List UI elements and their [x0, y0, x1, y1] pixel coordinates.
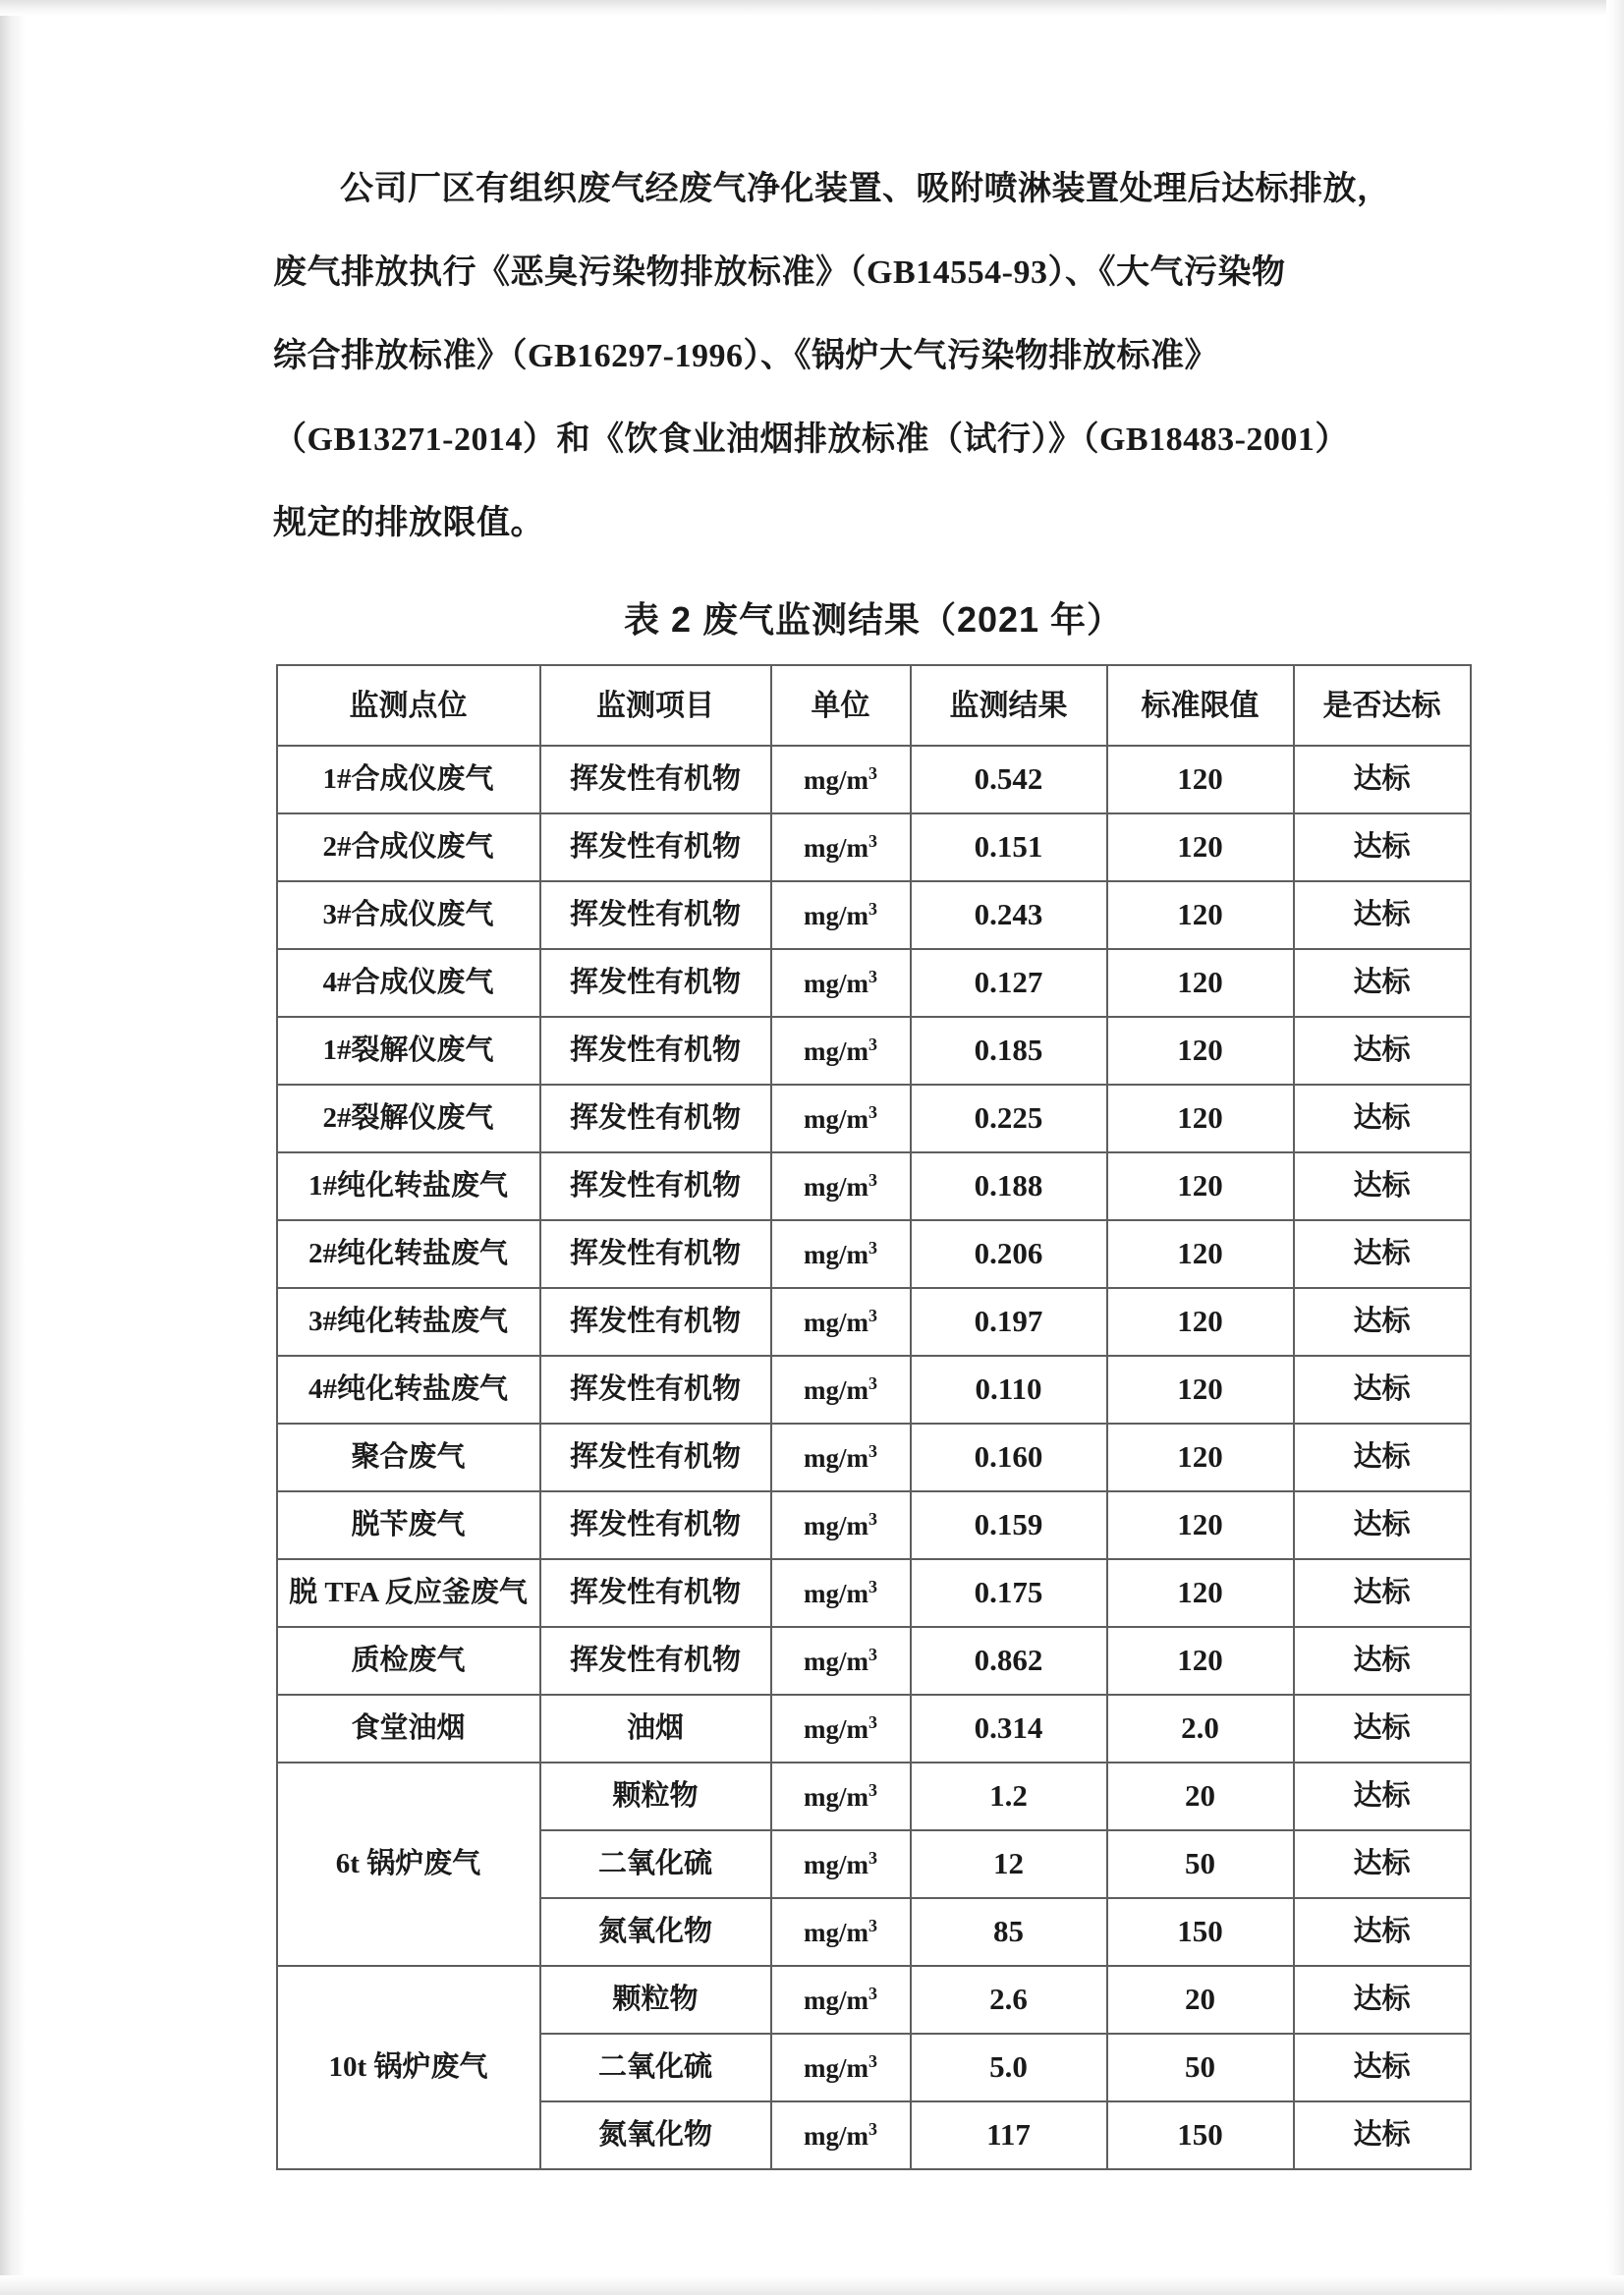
cell-monitoring-item: 颗粒物 — [540, 1763, 771, 1830]
cell-unit: $mg/m^3$ — [771, 1491, 911, 1559]
cell-unit: $mg/m^3$ — [771, 813, 911, 881]
table-header-row — [277, 665, 1471, 746]
cell-result: 117 — [911, 2101, 1107, 2169]
column-header-standard-limit: 标准限值 — [1107, 665, 1294, 746]
cell-monitoring-point: 2#纯化转盐废气 — [277, 1220, 540, 1288]
column-header-unit: 单位 — [771, 665, 911, 746]
cell-monitoring-item: 挥发性有机物 — [540, 1491, 771, 1559]
emissions-monitoring-table — [276, 664, 1472, 2170]
table-row — [277, 1152, 1471, 1220]
cell-monitoring-item: 二氧化硫 — [540, 1830, 771, 1898]
table-row — [277, 1491, 1471, 1559]
cell-monitoring-point: 1#合成仪废气 — [277, 746, 540, 813]
table-row — [277, 813, 1471, 881]
cell-unit: $mg/m^3$ — [771, 1763, 911, 1830]
cell-result: 0.225 — [911, 1085, 1107, 1152]
cell-compliance: 达标 — [1294, 1559, 1471, 1627]
cell-monitoring-item: 挥发性有机物 — [540, 1085, 771, 1152]
cell-result: 0.197 — [911, 1288, 1107, 1356]
cell-monitoring-item: 氮氧化物 — [540, 1898, 771, 1966]
cell-monitoring-point: 1#裂解仪废气 — [277, 1017, 540, 1085]
cell-standard-limit: 150 — [1107, 2101, 1294, 2169]
cell-monitoring-item: 挥发性有机物 — [540, 1220, 771, 1288]
cell-standard-limit: 120 — [1107, 1424, 1294, 1491]
table-caption: 表 2 废气监测结果（2021 年） — [623, 599, 1124, 640]
cell-result: 2.6 — [911, 1966, 1107, 2034]
cell-standard-limit: 50 — [1107, 2034, 1294, 2101]
cell-unit: $mg/m^3$ — [771, 1356, 911, 1424]
cell-unit: $mg/m^3$ — [771, 881, 911, 949]
cell-compliance: 达标 — [1294, 1085, 1471, 1152]
cell-unit: $mg/m^3$ — [771, 949, 911, 1017]
cell-compliance: 达标 — [1294, 1017, 1471, 1085]
cell-unit: $mg/m^3$ — [771, 1424, 911, 1491]
cell-compliance: 达标 — [1294, 1491, 1471, 1559]
cell-monitoring-item: 二氧化硫 — [540, 2034, 771, 2101]
cell-monitoring-point: 脱 TFA 反应釜废气 — [277, 1559, 540, 1627]
cell-unit: $mg/m^3$ — [771, 1017, 911, 1085]
cell-standard-limit: 120 — [1107, 1152, 1294, 1220]
cell-monitoring-item: 挥发性有机物 — [540, 1017, 771, 1085]
cell-result: 0.110 — [911, 1356, 1107, 1424]
cell-compliance: 达标 — [1294, 1356, 1471, 1424]
cell-result: 0.314 — [911, 1695, 1107, 1763]
cell-standard-limit: 120 — [1107, 1627, 1294, 1695]
cell-standard-limit: 120 — [1107, 1491, 1294, 1559]
cell-standard-limit: 120 — [1107, 1220, 1294, 1288]
table-row — [277, 1220, 1471, 1288]
column-header-monitoring-point: 监测点位 — [277, 665, 540, 746]
cell-monitoring-point: 质检废气 — [277, 1627, 540, 1695]
cell-standard-limit: 120 — [1107, 746, 1294, 813]
cell-monitoring-item: 挥发性有机物 — [540, 881, 771, 949]
cell-result: 0.542 — [911, 746, 1107, 813]
cell-monitoring-point: 2#合成仪废气 — [277, 813, 540, 881]
scan-edge-bottom — [0, 2275, 1624, 2295]
cell-compliance: 达标 — [1294, 1152, 1471, 1220]
cell-standard-limit: 120 — [1107, 1559, 1294, 1627]
cell-result: 85 — [911, 1898, 1107, 1966]
cell-standard-limit: 150 — [1107, 1898, 1294, 1966]
cell-monitoring-point: 3#合成仪废气 — [277, 881, 540, 949]
cell-monitoring-point: 6t 锅炉废气 — [277, 1763, 540, 1966]
cell-result: 0.175 — [911, 1559, 1107, 1627]
cell-monitoring-item: 挥发性有机物 — [540, 1424, 771, 1491]
cell-monitoring-point: 4#纯化转盐废气 — [277, 1356, 540, 1424]
cell-standard-limit: 120 — [1107, 881, 1294, 949]
cell-result: 0.206 — [911, 1220, 1107, 1288]
table-row — [277, 1763, 1471, 1830]
cell-compliance: 达标 — [1294, 746, 1471, 813]
cell-unit: $mg/m^3$ — [771, 2034, 911, 2101]
table-header — [277, 665, 1471, 746]
cell-standard-limit: 120 — [1107, 1017, 1294, 1085]
cell-compliance: 达标 — [1294, 1288, 1471, 1356]
paragraph-line-3: 综合排放标准》（GB16297-1996）、《锅炉大气污染物排放标准》 — [273, 338, 1218, 374]
cell-monitoring-item: 氮氧化物 — [540, 2101, 771, 2169]
table-row — [277, 1695, 1471, 1763]
cell-monitoring-item: 挥发性有机物 — [540, 746, 771, 813]
table-row — [277, 1356, 1471, 1424]
cell-compliance: 达标 — [1294, 1424, 1471, 1491]
cell-unit: $mg/m^3$ — [771, 746, 911, 813]
cell-unit: $mg/m^3$ — [771, 1085, 911, 1152]
cell-standard-limit: 120 — [1107, 1288, 1294, 1356]
cell-standard-limit: 120 — [1107, 949, 1294, 1017]
cell-compliance: 达标 — [1294, 1966, 1471, 2034]
cell-monitoring-item: 挥发性有机物 — [540, 1356, 771, 1424]
column-header-compliance: 是否达标 — [1294, 665, 1471, 746]
cell-unit: $mg/m^3$ — [771, 1966, 911, 2034]
body-paragraph — [273, 147, 1474, 565]
cell-monitoring-point: 聚合废气 — [277, 1424, 540, 1491]
table-body — [277, 746, 1471, 2169]
paragraph-line-4: （GB13271-2014）和《饮食业油烟排放标准（试行）》（GB18483-2001） — [273, 421, 1349, 458]
cell-monitoring-item: 油烟 — [540, 1695, 771, 1763]
table-row — [277, 746, 1471, 813]
cell-monitoring-point: 脱苄废气 — [277, 1491, 540, 1559]
table-row — [277, 1424, 1471, 1491]
cell-result: 0.185 — [911, 1017, 1107, 1085]
cell-result: 1.2 — [911, 1763, 1107, 1830]
table-row — [277, 1627, 1471, 1695]
cell-compliance: 达标 — [1294, 1898, 1471, 1966]
table-row — [277, 881, 1471, 949]
cell-standard-limit: 50 — [1107, 1830, 1294, 1898]
column-header-monitoring-item: 监测项目 — [540, 665, 771, 746]
cell-compliance: 达标 — [1294, 2101, 1471, 2169]
cell-monitoring-point: 2#裂解仪废气 — [277, 1085, 540, 1152]
table-row — [277, 1085, 1471, 1152]
cell-unit: $mg/m^3$ — [771, 1695, 911, 1763]
cell-monitoring-point: 10t 锅炉废气 — [277, 1966, 540, 2169]
cell-result: 0.243 — [911, 881, 1107, 949]
cell-unit: $mg/m^3$ — [771, 1898, 911, 1966]
cell-result: 0.188 — [911, 1152, 1107, 1220]
paragraph-line-1: 公司厂区有组织废气经废气净化装置、吸附喷淋装置处理后达标排放， — [340, 171, 1391, 207]
cell-monitoring-item: 挥发性有机物 — [540, 813, 771, 881]
cell-monitoring-point: 3#纯化转盐废气 — [277, 1288, 540, 1356]
paragraph-line-5: 规定的排放限值。 — [273, 505, 544, 541]
cell-standard-limit: 20 — [1107, 1966, 1294, 2034]
scan-edge-top — [0, 0, 1624, 16]
cell-result: 5.0 — [911, 2034, 1107, 2101]
cell-unit: $mg/m^3$ — [771, 1559, 911, 1627]
cell-standard-limit: 2.0 — [1107, 1695, 1294, 1763]
table-row — [277, 1288, 1471, 1356]
table-row — [277, 1966, 1471, 2034]
cell-monitoring-item: 挥发性有机物 — [540, 1152, 771, 1220]
cell-compliance: 达标 — [1294, 881, 1471, 949]
cell-compliance: 达标 — [1294, 813, 1471, 881]
cell-monitoring-item: 挥发性有机物 — [540, 949, 771, 1017]
cell-result: 0.160 — [911, 1424, 1107, 1491]
cell-unit: $mg/m^3$ — [771, 1627, 911, 1695]
cell-standard-limit: 20 — [1107, 1763, 1294, 1830]
cell-result: 0.862 — [911, 1627, 1107, 1695]
cell-compliance: 达标 — [1294, 1220, 1471, 1288]
scan-edge-right — [1606, 0, 1624, 2295]
cell-compliance: 达标 — [1294, 2034, 1471, 2101]
column-header-result: 监测结果 — [911, 665, 1107, 746]
cell-standard-limit: 120 — [1107, 1085, 1294, 1152]
cell-monitoring-item: 挥发性有机物 — [540, 1559, 771, 1627]
cell-unit: $mg/m^3$ — [771, 2101, 911, 2169]
cell-monitoring-point: 食堂油烟 — [277, 1695, 540, 1763]
cell-result: 0.127 — [911, 949, 1107, 1017]
cell-monitoring-point: 4#合成仪废气 — [277, 949, 540, 1017]
cell-compliance: 达标 — [1294, 1695, 1471, 1763]
table-row — [277, 1017, 1471, 1085]
document-content — [273, 147, 1474, 2170]
cell-unit: $mg/m^3$ — [771, 1830, 911, 1898]
cell-compliance: 达标 — [1294, 1830, 1471, 1898]
cell-unit: $mg/m^3$ — [771, 1220, 911, 1288]
cell-standard-limit: 120 — [1107, 813, 1294, 881]
cell-result: 12 — [911, 1830, 1107, 1898]
cell-compliance: 达标 — [1294, 1763, 1471, 1830]
cell-standard-limit: 120 — [1107, 1356, 1294, 1424]
cell-compliance: 达标 — [1294, 949, 1471, 1017]
paragraph-line-2: 废气排放执行《恶臭污染物排放标准》（GB14554-93）、《大气污染物 — [273, 254, 1286, 291]
cell-compliance: 达标 — [1294, 1627, 1471, 1695]
scan-edge-left — [0, 0, 26, 2295]
cell-monitoring-item: 挥发性有机物 — [540, 1627, 771, 1695]
table-row — [277, 949, 1471, 1017]
cell-monitoring-item: 颗粒物 — [540, 1966, 771, 2034]
table-row — [277, 1559, 1471, 1627]
cell-result: 0.159 — [911, 1491, 1107, 1559]
cell-monitoring-item: 挥发性有机物 — [540, 1288, 771, 1356]
cell-monitoring-point: 1#纯化转盐废气 — [277, 1152, 540, 1220]
cell-result: 0.151 — [911, 813, 1107, 881]
cell-unit: $mg/m^3$ — [771, 1152, 911, 1220]
cell-unit: $mg/m^3$ — [771, 1288, 911, 1356]
